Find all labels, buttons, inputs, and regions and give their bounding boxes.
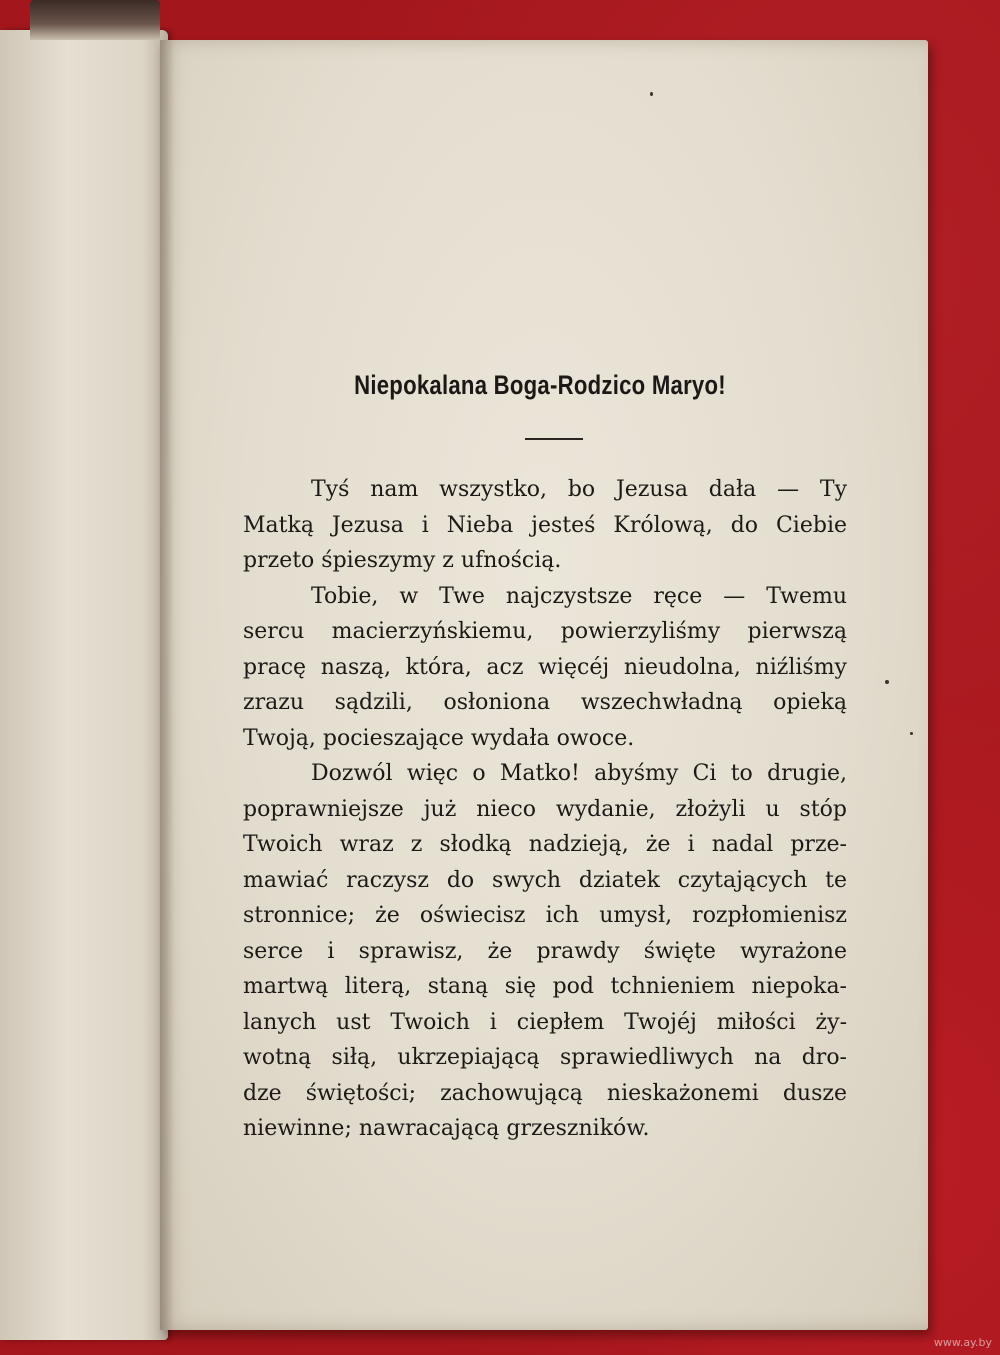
left-page <box>0 30 168 1340</box>
text-line: poprawniejsze już nieco wydanie, złożyli u stóp <box>243 796 847 822</box>
text-line: martwą literą, staną się pod tchnieniem niepoka- <box>243 974 847 999</box>
paper-fleck <box>885 680 889 684</box>
paper-fleck <box>650 92 653 96</box>
text-line: Twoją, pocieszające wydała owoce. <box>243 725 635 751</box>
text-line: przeto śpieszymy z ufnością. <box>243 548 562 573</box>
paper-fleck <box>910 732 913 735</box>
text-line: zrazu sądzili, osłoniona wszechwładną opieką <box>243 690 847 715</box>
text-line: lanych ust Twoich i ciepłem Twojéj miłości ży- <box>243 1009 847 1035</box>
text-line: Tyś nam wszystko, bo Jezusa dała — Ty <box>311 477 847 502</box>
paragraph-2 <box>243 579 847 757</box>
text-line: stronnice; że oświecisz ich umysł, rozpłomienisz <box>243 903 847 928</box>
paragraph-1 <box>243 472 847 579</box>
text-line: serce i sprawisz, że prawdy święte wyrażone <box>243 938 847 964</box>
site-watermark: www.ay.by <box>933 1336 992 1349</box>
text-line: Dozwól więc o Matko! abyśmy Ci to drugie, <box>311 761 847 786</box>
title-divider <box>525 438 583 440</box>
text-line: niewinne; nawracającą grzeszników. <box>243 1116 650 1141</box>
text-line: dze świętości; zachowującą nieskażonemi dusze <box>243 1080 847 1106</box>
text-line: Tobie, w Twe najczystsze ręce — Twemu <box>311 583 847 609</box>
text-line: sercu macierzyńskiemu, powierzyliśmy pierwszą <box>243 619 847 644</box>
page-gutter-shadow <box>160 40 174 1330</box>
page-title: Niepokalana Boga-Rodzico Maryo! <box>354 370 726 400</box>
text-line: wotną siłą, ukrzepiającą sprawiedliwych na dro- <box>243 1045 847 1070</box>
paragraph-3 <box>243 756 847 1147</box>
text-line: Twoich wraz z słodką nadzieją, że i nadal prze- <box>243 832 847 857</box>
right-page <box>160 40 928 1330</box>
body-text <box>243 472 847 1147</box>
text-line: mawiać raczysz do swych dziatek czytających te <box>243 867 847 893</box>
text-line: pracę naszą, która, acz więcéj nieudolna, niźliśmy <box>243 654 847 680</box>
text-line: Matką Jezusa i Nieba jesteś Królową, do Ciebie <box>243 512 847 538</box>
book-spine <box>30 0 160 40</box>
